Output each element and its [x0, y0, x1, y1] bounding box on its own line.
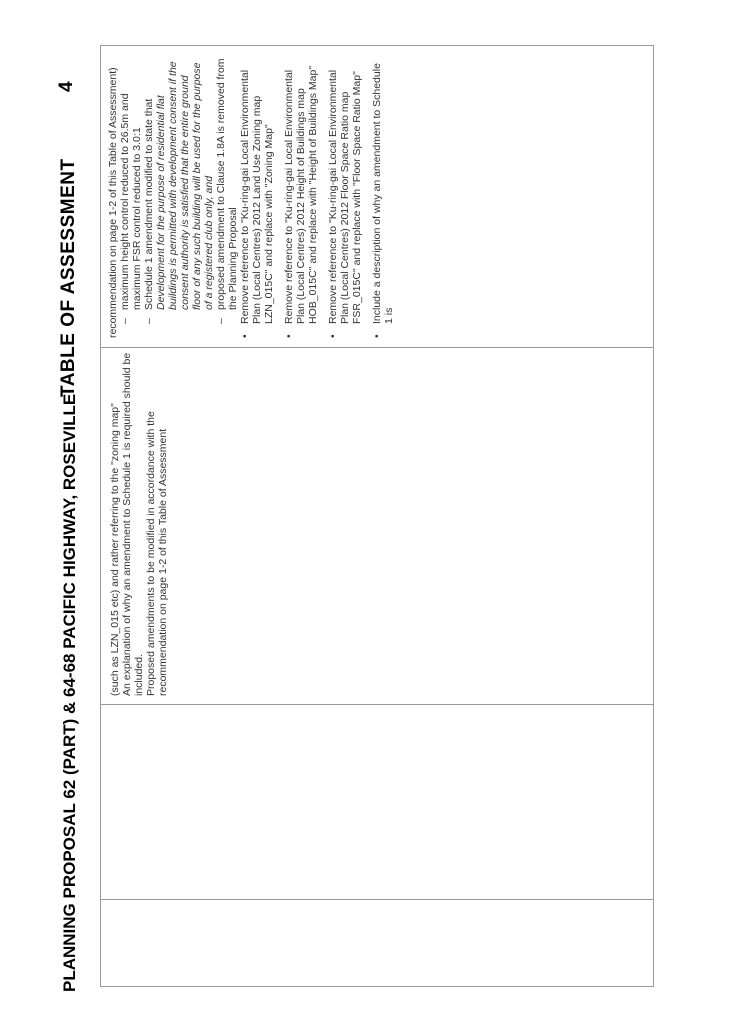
recommendation-bullet-2: • Remove reference to "Ku-ring-gai Local Environmental Plan (Local Centres) 2012 Height of Buildings map HOB_015C" and replace with "Height of Buildings Map": [283, 56, 319, 338]
comment-line-3: Proposed amendments to be modified in accordance with the recommendation on page 1-2 of this Table of Assessment: [145, 411, 169, 696]
recommendation-dash-3: – proposed amendment to Clause 1.8A is removed from the Planning Proposal: [215, 56, 239, 338]
recommendation-cell: [107, 56, 403, 338]
recommendation-bullet-1: • Remove reference to "Ku-ring-gai Local Environmental Plan (Local Centres) 2012 Land Use Zoning map LZN_015C" and replace with "Zoning Map": [239, 56, 275, 338]
page-number: 4: [56, 81, 77, 92]
recommendation-italic-clause: Development for the purpose of residential flat buildings is permitted with development consent if the consent authority is satisfied that the entire ground floor of any such building will be used for the purpose of a registered club only, and: [155, 61, 215, 310]
column-divider-3: [101, 347, 653, 348]
recommendation-bullet-4: • Include a description of why an amendment to Schedule 1 is: [371, 56, 395, 338]
column-divider-1: [101, 899, 653, 900]
comment-cell: [109, 336, 169, 696]
comment-line-1: (such as LZN_015 etc) and rather referring to the "zoning map": [109, 403, 121, 696]
column-divider-2: [101, 704, 653, 705]
recommendation-intro: recommendation on page 1-2 of this Table of Assessment): [107, 67, 119, 338]
assessment-table: [100, 45, 654, 987]
recommendation-bullet-3: • Remove reference to "Ku-ring-gai Local Environmental Plan (Local Centres) 2012 Floor Space Ratio map FSR_015C" and replace with "Floor Space Ratio Map": [327, 56, 363, 338]
recommendation-dash-2: – Schedule 1 amendment modified to state that: [143, 56, 155, 338]
recommendation-dash-1: – maximum height control reduced to 26.5m and maximum FSR control reduced to 3.0:1: [119, 56, 143, 338]
section-title: TABLE OF ASSESSMENT: [58, 158, 79, 397]
document-title: PLANNING PROPOSAL 62 (PART) & 64-68 PACIFIC HIGHWAY, ROSEVILLE: [60, 393, 79, 992]
comment-line-2: An explanation of why an amendment to Schedule 1 is required should be included.: [121, 352, 145, 696]
